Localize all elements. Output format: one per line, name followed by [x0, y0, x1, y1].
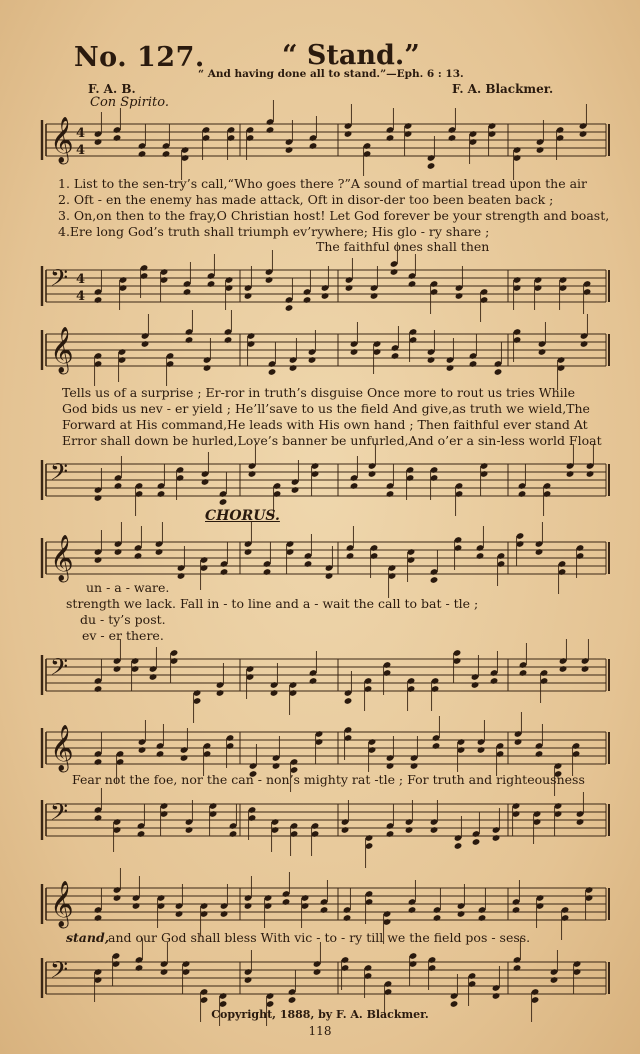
note-head	[263, 568, 272, 576]
note-head	[344, 130, 353, 138]
scripture-reference: “ And having done all to stand.”—Eph. 6 : 13.	[198, 68, 464, 80]
note-head	[455, 292, 464, 300]
note-head	[94, 138, 103, 146]
note-head	[134, 552, 143, 560]
hymn-title: “ Stand.”	[282, 40, 420, 71]
note-head	[137, 830, 146, 838]
note-head	[430, 576, 439, 584]
verse-line: 3. On,on then to the fray,O Christian host! Let God forever be your strength and boast,	[58, 208, 610, 223]
note-head	[427, 162, 436, 170]
note-head	[177, 572, 186, 580]
note-head	[160, 968, 169, 976]
note-head	[550, 976, 559, 984]
chorus-line: Fear not the foe, nor the can - non’s mighty rat -tle ; For truth and righteousness	[72, 772, 585, 787]
note-head	[457, 910, 466, 918]
note-head	[320, 906, 329, 914]
note-head	[141, 340, 150, 348]
note-head	[248, 470, 257, 478]
note-head	[386, 490, 395, 498]
note-head	[454, 842, 463, 850]
note-head	[433, 914, 442, 922]
note-head	[162, 150, 171, 158]
note-head	[448, 134, 457, 142]
note-head	[203, 364, 212, 372]
note-head	[183, 288, 192, 296]
note-head	[538, 348, 547, 356]
note-head	[308, 356, 317, 364]
note-head	[430, 826, 439, 834]
note-head	[94, 914, 103, 922]
note-head	[266, 126, 275, 134]
note-head	[566, 470, 575, 478]
verse-line: Tells us of a surprise ; Er-ror in truth’s disguise Once more to rout us tries While	[62, 385, 576, 400]
treble-clef: 𝄞	[50, 117, 74, 163]
note-head	[291, 486, 300, 494]
verse-line: Forward at His command,He leads with His own hand ; Then faithful ever stand At	[62, 417, 588, 432]
note-head	[386, 830, 395, 838]
note-head	[535, 750, 544, 758]
note-head	[370, 292, 379, 300]
note-head	[390, 268, 399, 276]
note-head	[94, 814, 103, 822]
note-head	[536, 146, 545, 154]
note-head	[113, 134, 122, 142]
note-head	[244, 548, 253, 556]
note-head	[135, 964, 144, 972]
note-head	[220, 568, 229, 576]
note-head	[471, 681, 480, 689]
note-head	[313, 968, 322, 976]
verse-line: du - ty’s post.	[80, 612, 166, 627]
note-head	[216, 689, 225, 697]
note-head	[219, 498, 228, 506]
note-head	[94, 758, 103, 766]
treble-staff	[40, 528, 610, 588]
music-composer: F. A. Blackmer.	[452, 82, 554, 96]
note-head	[268, 368, 277, 376]
verse-line: 4.Ere long God’s truth shall triumph ev’rywhere; His glo - ry share ;	[58, 224, 490, 239]
note-head	[94, 556, 103, 564]
bass-staff	[40, 790, 610, 850]
note-head	[272, 762, 281, 770]
note-head	[114, 482, 123, 490]
note-head	[492, 992, 501, 1000]
bass-clef: 𝄢	[50, 264, 69, 297]
note-head	[244, 292, 253, 300]
chorus-line-emph: stand,	[66, 930, 110, 945]
bass-clef: 𝄢	[50, 798, 69, 831]
note-head	[350, 482, 359, 490]
note-head	[244, 976, 253, 984]
words-author: F. A. B.	[88, 82, 136, 96]
verse-line: 2. Oft - en the enemy has made attack, Oft in disor-der too been beaten back ;	[58, 192, 554, 207]
note-head	[113, 665, 122, 673]
note-head	[265, 276, 274, 284]
note-head	[391, 352, 400, 360]
verse-line: ev - er there.	[82, 628, 164, 643]
note-head	[113, 894, 122, 902]
note-head	[427, 356, 436, 364]
verse-line: God bids us nev - er yield ; He’ll’save to us the field And give,as truth we wield,The	[62, 401, 590, 416]
hymn-number: No. 127.	[74, 42, 205, 73]
treble-clef: 𝄞	[50, 881, 74, 927]
time-signature-bottom: 4	[76, 289, 86, 304]
treble-staff	[40, 320, 610, 380]
note-head	[185, 336, 194, 344]
note-head	[518, 490, 527, 498]
note-head	[289, 364, 298, 372]
note-head	[244, 902, 253, 910]
note-head	[512, 906, 521, 914]
note-head	[285, 146, 294, 154]
note-head	[341, 826, 350, 834]
note-head	[303, 296, 312, 304]
treble-clef: 𝄞	[50, 535, 74, 581]
note-head	[581, 665, 590, 673]
treble-clef: 𝄞	[50, 725, 74, 771]
note-head	[270, 689, 279, 697]
note-head	[180, 754, 189, 762]
note-head	[494, 368, 503, 376]
verse-line: The faithful ones shall then	[316, 239, 490, 254]
verse-line: un - a - ware.	[86, 580, 170, 595]
note-head	[345, 284, 354, 292]
copyright-notice: Copyright, 1888, by F. A. Blackmer.	[211, 1008, 429, 1021]
note-head	[325, 572, 334, 580]
note-head	[94, 685, 103, 693]
note-head	[94, 494, 103, 502]
note-head	[309, 142, 318, 150]
treble-staff	[40, 718, 610, 778]
note-head	[224, 336, 233, 344]
note-head	[478, 914, 487, 922]
note-head	[175, 910, 184, 918]
bass-staff	[40, 645, 610, 705]
note-head	[220, 910, 229, 918]
note-head	[350, 348, 359, 356]
time-signature-top: 4	[76, 272, 86, 287]
bass-clef: 𝄢	[50, 653, 69, 686]
note-head	[309, 677, 318, 685]
note-head	[386, 762, 395, 770]
note-head	[138, 150, 147, 158]
note-head	[344, 697, 353, 705]
note-head	[368, 470, 377, 478]
note-head	[185, 826, 194, 834]
chorus-label: CHORUS.	[205, 508, 280, 524]
verse-line: 1. List to the sen-try’s call,“Who goes there ?”A sound of martial tread upon the air	[58, 176, 588, 191]
note-head	[405, 826, 414, 834]
note-head	[579, 130, 588, 138]
note-head	[476, 552, 485, 560]
bass-staff	[40, 948, 610, 1008]
note-head	[207, 280, 216, 288]
treble-staff	[40, 874, 610, 934]
note-head	[282, 898, 291, 906]
note-head	[513, 964, 522, 972]
note-head	[492, 834, 501, 842]
note-head	[580, 340, 589, 348]
note-head	[519, 669, 528, 677]
note-head	[288, 996, 297, 1004]
bass-clef: 𝄢	[50, 458, 69, 491]
note-head	[446, 364, 455, 372]
note-head	[477, 746, 486, 754]
time-signature-bottom: 4	[76, 143, 86, 158]
bass-clef: 𝄢	[50, 956, 69, 989]
bass-staff	[40, 450, 610, 510]
note-head	[155, 548, 164, 556]
note-head	[94, 296, 103, 304]
treble-clef: 𝄞	[50, 327, 74, 373]
note-head	[535, 548, 544, 556]
note-head	[514, 738, 523, 746]
note-head	[386, 134, 395, 142]
bass-staff	[40, 256, 610, 316]
page-number: 118	[308, 1024, 332, 1038]
verse-line: strength we lack. Fall in - to line and a - wait the call to bat - tle ;	[66, 596, 479, 611]
note-head	[408, 280, 417, 288]
note-head	[229, 830, 238, 838]
note-head	[559, 665, 568, 673]
chorus-line: and our God shall bless With vic - to - ry till we the field pos - sess.	[108, 930, 531, 945]
note-head	[450, 1000, 459, 1008]
note-head	[304, 560, 313, 568]
note-head	[156, 750, 165, 758]
note-head	[586, 470, 595, 478]
note-head	[576, 818, 585, 826]
note-head	[490, 677, 499, 685]
note-head	[321, 292, 330, 300]
note-head	[132, 902, 141, 910]
note-head	[408, 906, 417, 914]
verse-line: Error shall down be hurled,Love’s banner be unfurled,And o’er a sin-less world Float	[62, 433, 602, 448]
note-head	[472, 838, 481, 846]
note-head	[410, 762, 419, 770]
note-head	[157, 490, 166, 498]
treble-staff	[40, 110, 610, 170]
note-head	[149, 673, 158, 681]
note-head	[114, 548, 123, 556]
note-head	[285, 304, 294, 312]
note-head	[201, 478, 210, 486]
note-head	[346, 552, 355, 560]
tempo-marking: Con Spirito.	[90, 95, 169, 110]
note-head	[469, 360, 478, 368]
time-signature-top: 4	[76, 126, 86, 141]
note-head	[432, 742, 441, 750]
note-head	[343, 914, 352, 922]
note-head	[138, 746, 147, 754]
